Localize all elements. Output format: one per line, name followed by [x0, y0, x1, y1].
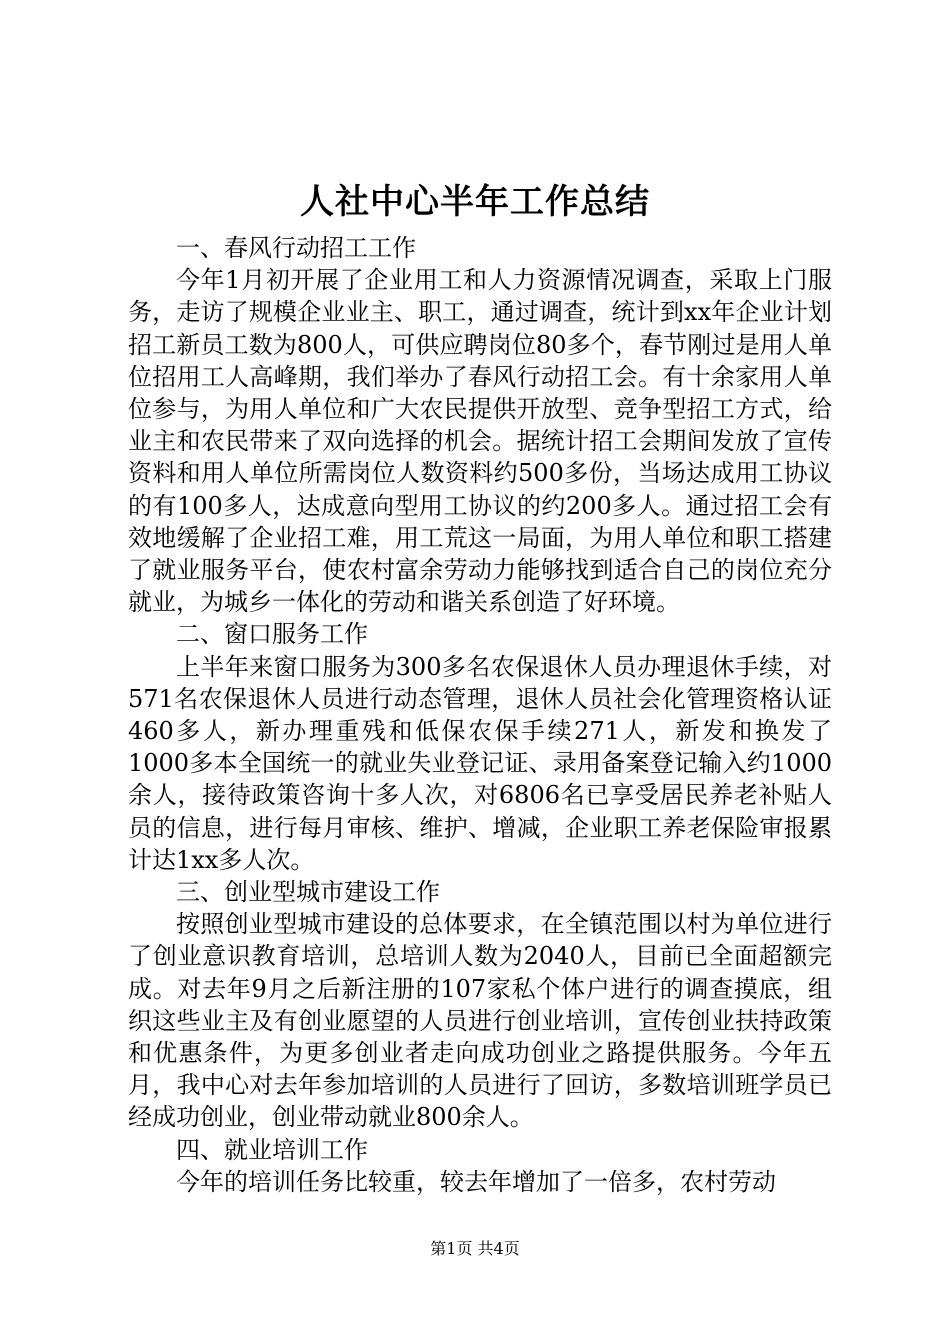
document-body — [128, 232, 832, 1198]
section-paragraph-2: 上半年来窗口服务为300多名农保退休人员办理退休手续，对571名农保退休人员进行动态管理，退休人员社会化管理资格认证460多人，新办理重残和低保农保手续271人，新发和换发了1000多本全国统一的就业失业登记证、录用备案登记输入约1000余人，接待政策咨询十多人次，对6806名已享受居民养老补贴人员的信息，进行每月审核、维护、增减，企业职工养老保险审报累计达1xx多人次。 — [128, 652, 832, 874]
section-heading-2: 二、窗口服务工作 — [176, 620, 368, 649]
section-heading-3: 三、创业型城市建设工作 — [176, 878, 440, 907]
page-number-footer: 第1页 共4页 — [430, 1239, 520, 1258]
section-heading-4: 四、就业培训工作 — [176, 1135, 368, 1164]
section-paragraph-4: 今年的培训任务比较重，较去年增加了一倍多，农村劳动 — [176, 1167, 776, 1196]
section-paragraph-1: 今年1月初开展了企业用工和人力资源情况调查，采取上门服务，走访了规模企业业主、职工，通过调查，统计到xx年企业计划招工新员工数为800人，可供应聘岗位80多个，春节刚过是用人单位招用工人高峰期，我们举办了春风行动招工会。有十余家用人单位参与，为用人单位和广大农民提供开放型、竞争型招工方式，给业主和农民带来了双向选择的机会。据统计招工会期间发放了宣传资料和用人单位所需岗位人数资料约500多份，当场达成用工协议的有100多人，达成意向型用工协议的约200多人。通过招工会有效地缓解了企业招工难，用工荒这一局面，为用人单位和职工搭建了就业服务平台，使农村富余劳动力能够找到适合自己的岗位充分就业，为城乡一体化的劳动和谐关系创造了好环境。 — [128, 266, 832, 617]
section-paragraph-3: 按照创业型城市建设的总体要求，在全镇范围以村为单位进行了创业意识教育培训，总培训人数为2040人，目前已全面超额完成。对去年9月之后新注册的107家私个体户进行的调查摸底，组织这些业主及有创业愿望的人员进行创业培训，宣传创业扶持政策和优惠条件，为更多创业者走向成功创业之路提供服务。今年五月，我中心对去年参加培训的人员进行了回访，多数培训班学员已经成功创业，创业带动就业800余人。 — [128, 910, 832, 1132]
section-heading-1: 一、春风行动招工工作 — [176, 234, 416, 262]
document-title: 人社中心半年工作总结 — [300, 182, 650, 222]
